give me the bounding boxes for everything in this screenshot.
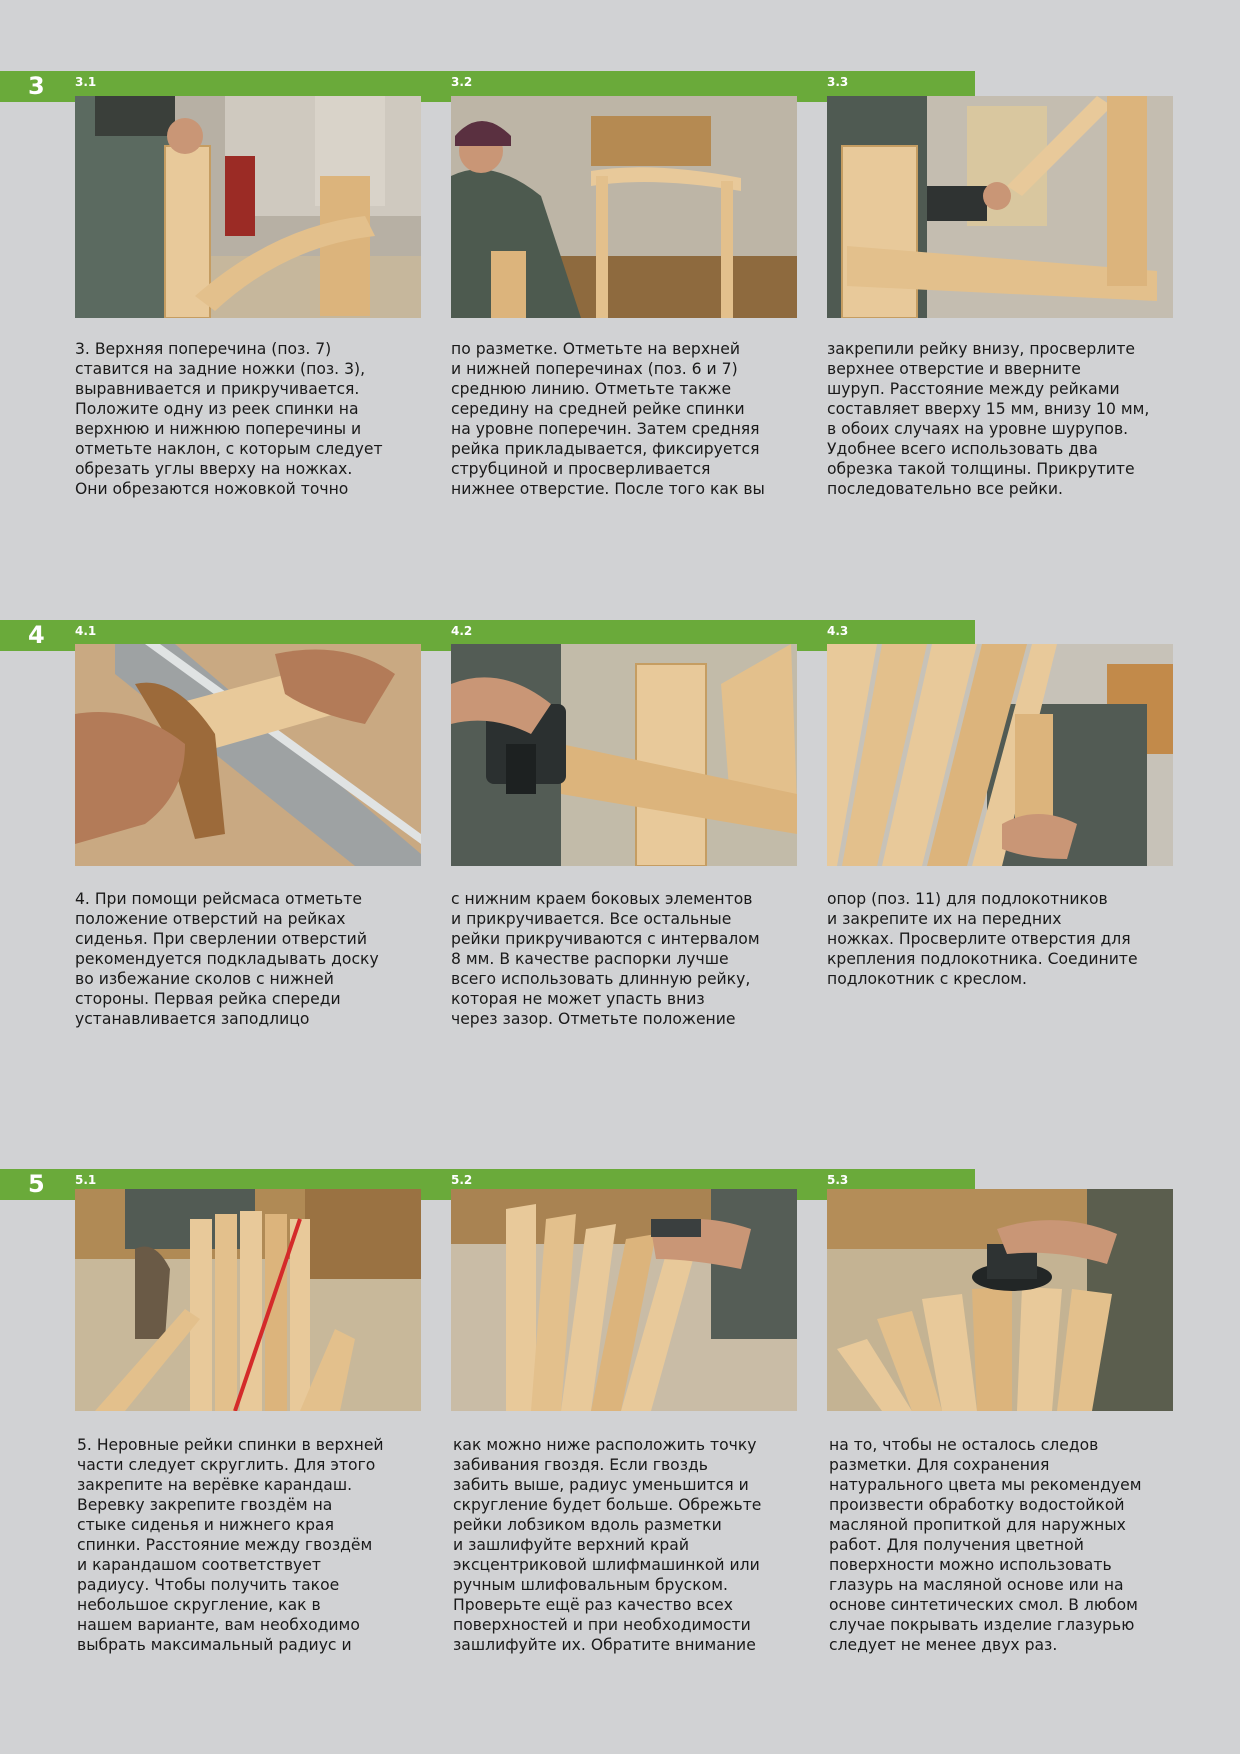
step-5-text-col-3: на то, чтобы не осталось следов разметки. Для сохранения натурального цвета мы рекомендуем произвести обработку водостойкой масляной пропиткой для наружных работ. Для получения цветной поверхности можно использовать глазурь на масляной основе или на основе синтетических смол. В любом случае покрывать изделие глазурью следует не менее двух раз. (829, 1436, 1142, 1654)
photo-label-3-2: 3.2 (451, 75, 473, 89)
photo-label-3-1: 3.1 (75, 75, 97, 89)
step-4-text-col-3: опор (поз. 11) для подлокотников и закрепите их на передних ножках. Просверлите отверстия для крепления подлокотника. Соедините подлокотник с креслом. (827, 890, 1138, 988)
photo-5-3 (827, 1189, 1173, 1411)
photo-label-4-3: 4.3 (827, 624, 849, 638)
photo-5-2 (451, 1189, 797, 1411)
photo-4-2 (451, 644, 797, 866)
step-3-number: 3 (28, 72, 45, 100)
photo-5-1 (75, 1189, 421, 1411)
step-4-number: 4 (28, 621, 45, 649)
step-3-text-col-3: закрепили рейку внизу, просверлите верхнее отверстие и вверните шуруп. Расстояние между рейками составляет вверху 15 мм, внизу 10 мм, в обоих случаях на уровне шурупов. Удобнее всего использовать два обрезка такой толщины. Прикрутите последовательно все рейки. (827, 340, 1150, 498)
photo-label-5-1: 5.1 (75, 1173, 97, 1187)
step-4-text-col-1: 4. При помощи рейсмаса отметьте положение отверстий на рейках сиденья. При сверлении отверстий рекомендуется подкладывать доску во избежание сколов с нижней стороны. Первая рейка спереди устанавливается заподлицо (75, 890, 379, 1028)
step-3-text-col-2: по разметке. Отметьте на верхней и нижней поперечинах (поз. 6 и 7) среднюю линию. Отметьте также середину на средней рейке спинки на уровне поперечин. Затем средняя рейка прикладывается, фиксируется струбциной и просверливается нижнее отверстие. После того как вы (451, 340, 765, 498)
step-4-text-col-2: с нижним краем боковых элементов и прикручивается. Все остальные рейки прикручиваются с интервалом 8 мм. В качестве распорки лучше всего использовать длинную рейку, которая не может упасть вниз через зазор. Отметьте положение (451, 890, 760, 1028)
photo-3-3 (827, 96, 1173, 318)
step-5-text-col-1: 5. Неровные рейки спинки в верхней части следует скруглить. Для этого закрепите на верёвке карандаш. Веревку закрепите гвоздём на стыке сиденья и нижнего края спинки. Расстояние между гвоздём и карандашом соответствует радиусу. Чтобы получить такое небольшое скругление, как в нашем варианте, вам необходимо выбрать максимальный радиус и (77, 1436, 384, 1654)
photo-label-4-1: 4.1 (75, 624, 97, 638)
photo-label-3-3: 3.3 (827, 75, 849, 89)
photo-label-5-2: 5.2 (451, 1173, 473, 1187)
photo-4-1 (75, 644, 421, 866)
step-5-number: 5 (28, 1170, 45, 1198)
photo-4-3 (827, 644, 1173, 866)
photo-3-1 (75, 96, 421, 318)
photo-label-4-2: 4.2 (451, 624, 473, 638)
step-5-text-col-2: как можно ниже расположить точку забивания гвоздя. Если гвоздь забить выше, радиус уменьшится и скругление будет больше. Обрежьте рейки лобзиком вдоль разметки и зашлифуйте верхний край эксцентриковой шлифмашинкой или ручным шлифовальным бруском. Проверьте ещё раз качество всех поверхностей и при необходимости зашлифуйте их. Обратите внимание (453, 1436, 762, 1654)
step-3-text-col-1: 3. Верхняя поперечина (поз. 7) ставится на задние ножки (поз. 3), выравнивается и прикручивается. Положите одну из реек спинки на верхнюю и нижнюю поперечины и отметьте наклон, с которым следует обрезать углы вверху на ножках. Они обрезаются ножовкой точно (75, 340, 383, 498)
photo-3-2 (451, 96, 797, 318)
photo-label-5-3: 5.3 (827, 1173, 849, 1187)
